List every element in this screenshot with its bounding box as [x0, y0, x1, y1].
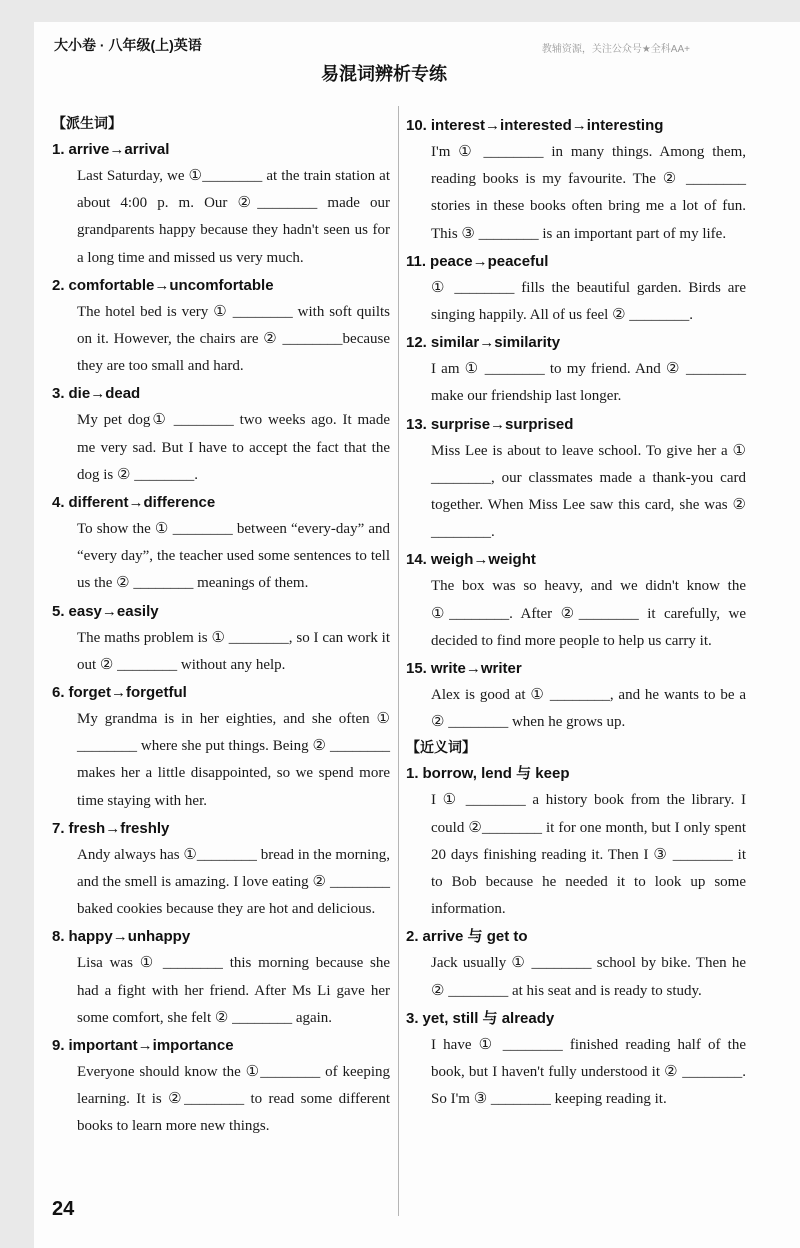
exercise-number: 2. [406, 928, 419, 946]
exercise-passage: Alex is good at ① ________, and he wants to be a ② ________ when he grows up. [431, 687, 746, 731]
exercise-number: 1. [406, 765, 419, 783]
word-pair: fresh→freshly [68, 819, 170, 837]
exercise-item [52, 815, 390, 924]
exercise-item [52, 679, 390, 815]
exercise-heading [52, 923, 390, 950]
exercise-passage: To show the ① ________ between “every-day” and “every day”, the teacher used some sentences to tell us the ② ________ meanings of them. [77, 521, 390, 592]
exercise-item [406, 923, 746, 1004]
word-pair: arrive→arrival [68, 141, 170, 158]
exercise-heading [406, 760, 746, 787]
word-pair: borrow, lend 与 keep [422, 765, 570, 783]
exercise-passage: I ① ________ a history book from the library. I could ②________ it for one month, but I only spent 20 days finishing reading it. Then I ③ ________ it to Bob because he needed it to look up some information. [431, 792, 746, 918]
exercise-number: 4. [52, 494, 65, 512]
word-pair: forget→forgetful [68, 684, 187, 702]
word-pair: weigh→weight [430, 551, 536, 569]
exercise-passage: I am ① ________ to my friend. And ② ________ make our friendship last longer. [431, 361, 746, 405]
exercise-item [406, 1005, 746, 1114]
exercise-text [406, 139, 746, 248]
exercise-item [52, 923, 390, 1032]
word-pair: surprise→surprised [430, 415, 574, 433]
exercise-text [52, 625, 390, 679]
exercise-item [406, 329, 746, 410]
exercise-number: 12. [406, 334, 427, 352]
word-pair: write→writer [430, 660, 522, 678]
exercise-heading [406, 248, 746, 275]
column-divider [398, 106, 399, 1216]
exercise-item [406, 760, 746, 923]
exercise-item [406, 411, 746, 547]
exercise-heading [406, 655, 746, 682]
worksheet-page [34, 22, 800, 1248]
exercise-item [52, 136, 390, 272]
exercise-text [406, 573, 746, 655]
exercise-number: 1. [52, 141, 65, 158]
exercise-number: 9. [52, 1037, 65, 1055]
exercise-number: 15. [406, 660, 427, 678]
exercise-item [52, 598, 390, 679]
page-title: 易混词辨析专练 [321, 64, 447, 85]
exercise-number: 3. [406, 1009, 419, 1027]
exercise-text [406, 1032, 746, 1114]
exercise-text [52, 407, 390, 489]
exercise-passage: My pet dog① ________ two weeks ago. It made me very sad. But I have to accept the fact that the dog is ② ________. [77, 412, 390, 483]
word-pair: happy→unhappy [68, 928, 191, 946]
word-pair: similar→similarity [430, 334, 561, 352]
exercise-heading [52, 815, 390, 842]
exercise-heading [52, 1032, 390, 1059]
word-pair: arrive 与 get to [422, 928, 528, 946]
exercise-text [52, 299, 390, 381]
exercise-heading [52, 489, 390, 516]
word-pair: interest→interested→interesting [430, 117, 664, 134]
running-head: 大小卷 · 八年级(上)英语 [54, 37, 202, 53]
exercise-item [52, 272, 390, 381]
exercise-item [52, 380, 390, 489]
exercise-text [52, 950, 390, 1032]
exercise-text [406, 682, 746, 736]
exercise-heading [52, 136, 390, 163]
exercise-passage: Everyone should know the ①________ of keeping learning. It is ②________ to read some different books to learn more new things. [77, 1064, 390, 1135]
exercise-text [52, 1059, 390, 1141]
word-pair: die→dead [68, 385, 141, 403]
exercise-text [406, 787, 746, 923]
exercise-number: 3. [52, 385, 65, 403]
right-column [406, 112, 746, 1113]
word-pair: peace→peaceful [430, 252, 549, 270]
word-pair: different→difference [68, 494, 216, 512]
exercise-passage: Andy always has ①________ bread in the morning, and the smell is amazing. I love eating ② ________ baked cookies because they are hot and delicious. [77, 846, 390, 918]
exercise-passage: The maths problem is ① ________, so I can work it out ② ________ without any help. [77, 629, 390, 673]
exercise-item [52, 489, 390, 598]
left-column [52, 112, 390, 1141]
exercise-text [406, 356, 746, 410]
exercise-heading [52, 272, 390, 299]
exercise-heading [406, 112, 746, 139]
exercise-passage: Last Saturday, we ①________ at the train station at about 4:00 p. m. Our ②________ made our grandparents happy because they hadn't seen us for a long time and missed us very much. [77, 168, 390, 266]
word-pair: important→importance [68, 1037, 234, 1055]
exercise-heading [406, 329, 746, 356]
exercise-heading [406, 923, 746, 950]
exercise-passage: The hotel bed is very ① ________ with soft quilts on it. However, the chairs are ② ________because they are too small and hard. [77, 303, 390, 375]
exercise-text [52, 516, 390, 598]
exercise-passage: Lisa was ① ________ this morning because she had a fight with her friend. After Ms Li gave her some comfort, she felt ② ________ again. [77, 955, 390, 1026]
word-pair: comfortable→uncomfortable [68, 276, 274, 294]
exercise-heading [52, 598, 390, 625]
exercise-item [406, 655, 746, 736]
exercise-text [52, 706, 390, 815]
exercise-number: 10. [406, 117, 427, 134]
exercise-item [406, 248, 746, 329]
exercise-text [52, 163, 390, 272]
exercise-heading [52, 380, 390, 407]
exercise-number: 11. [406, 252, 427, 270]
exercise-item [406, 112, 746, 248]
exercise-passage: The box was so heavy, and we didn't know the ①________. After ②________ it carefully, we decided to find more people to help us carry it. [431, 578, 746, 649]
exercise-passage: Miss Lee is about to leave school. To give her a ① ________, our classmates made a thank-you card together. When Miss Lee saw this card, she was ② ________. [431, 442, 746, 541]
page-number: 24 [52, 1198, 75, 1220]
exercise-passage: ① ________ fills the beautiful garden. Birds are singing happily. All of us feel ② ________. [431, 279, 746, 324]
section-heading-synonyms: 【近义词】 [406, 740, 476, 757]
resource-notice: 教辅资源，关注公众号★全科AA+ [541, 44, 690, 55]
exercise-number: 13. [406, 415, 427, 433]
exercise-passage: Jack usually ① ________ school by bike. Then he ② ________ at his seat and is ready to study. [431, 955, 746, 999]
exercise-text [406, 275, 746, 329]
section-heading-derivatives: 【派生词】 [52, 116, 122, 132]
exercise-heading [406, 411, 746, 438]
exercise-heading [406, 1005, 746, 1032]
exercise-number: 5. [52, 602, 65, 620]
exercise-text [406, 438, 746, 547]
word-pair: yet, still 与 already [422, 1009, 555, 1027]
exercise-heading [406, 546, 746, 573]
exercise-text [52, 842, 390, 924]
exercise-number: 6. [52, 684, 65, 702]
exercise-item [52, 1032, 390, 1141]
exercise-number: 2. [52, 276, 65, 294]
exercise-passage: I have ① ________ finished reading half of the book, but I haven't fully understood it ② ________. So I'm ③ ________ keeping reading it. [431, 1036, 746, 1108]
exercise-passage: I'm ① ________ in many things. Among them, reading books is my favourite. The ② ________ stories in these books often bring me a lot of fun. This ③ ________ is an important part of my life. [431, 144, 746, 242]
exercise-number: 14. [406, 551, 427, 569]
exercise-passage: My grandma is in her eighties, and she often ① ________ where she put things. Being ② ________ makes her a little disappointed, so we spend more time staying with her. [77, 711, 390, 809]
exercise-item [406, 546, 746, 655]
exercise-text [406, 950, 746, 1004]
word-pair: easy→easily [68, 602, 159, 620]
exercise-number: 7. [52, 819, 65, 837]
exercise-number: 8. [52, 928, 65, 946]
exercise-heading [52, 679, 390, 706]
